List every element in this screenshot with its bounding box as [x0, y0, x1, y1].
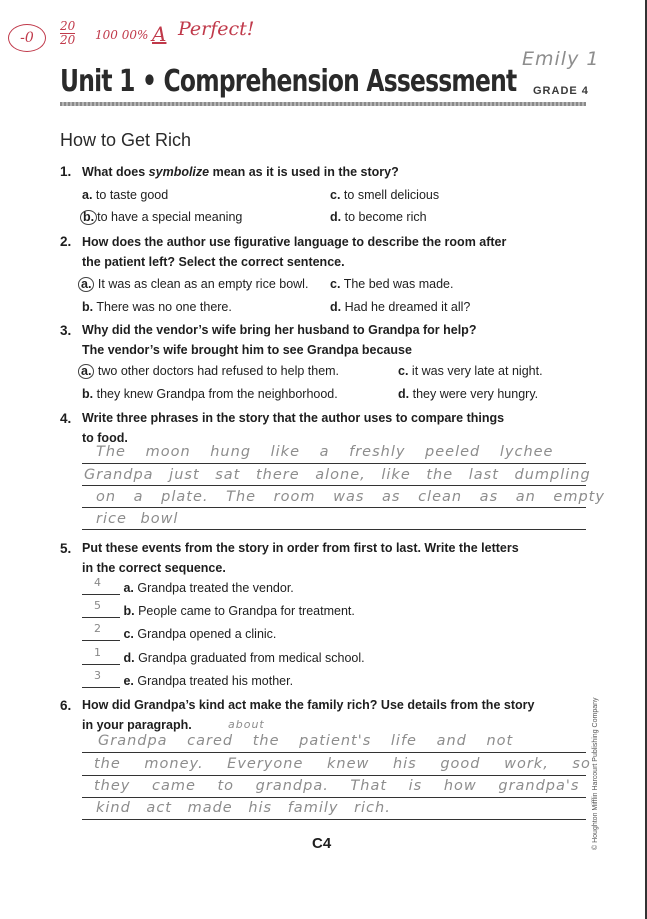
q4-answer-line [82, 463, 586, 464]
q5-answer: 5 [94, 599, 101, 612]
q5-event-d: 1 d. Grandpa graduated from medical school. [82, 650, 365, 665]
q1-text-a: What does [82, 165, 149, 179]
q6-answer-text: kind act made his family rich. [96, 800, 391, 816]
page-title: Unit 1 • Comprehension Assessment [60, 64, 517, 99]
page-number: C4 [312, 835, 332, 852]
q1-keyword: symbolize [148, 165, 210, 179]
score-comment: Perfect! [178, 18, 255, 40]
q5-answer: 1 [94, 646, 101, 659]
q4-answer-line [82, 529, 586, 530]
q5-text: Put these events from the story in order from first to last. Write the letters in the correct sequence. [82, 541, 519, 575]
q6-answer-text: they came to grandpa. That is how grandpa's [94, 778, 580, 794]
q5-event-e: 3 e. Grandpa treated his mother. [82, 673, 293, 688]
q4-answer-line [82, 485, 586, 486]
grade-label: GRADE 4 [533, 85, 589, 97]
q5-answer: 4 [94, 576, 101, 589]
q5-answer: 3 [94, 669, 101, 682]
q6-answer-line [82, 752, 586, 753]
q2-option-b: b. There was no one there. [82, 300, 232, 314]
q5-event-a: 4 a. Grandpa treated the vendor. [82, 580, 294, 595]
q3-number: 3. [60, 323, 72, 338]
story-title: How to Get Rich [60, 130, 192, 150]
q1-number: 1. [60, 164, 72, 179]
copyright-notice: © Houghton Mifflin Harcourt Publishing Company [592, 697, 599, 850]
score-percent: 100 00% [95, 28, 149, 42]
score-denominator: 20 [60, 33, 76, 47]
q1-option-c: c. to smell delicious [330, 188, 440, 202]
q3-option-b: b. they knew Grandpa from the neighborhood. [82, 387, 338, 401]
student-name: Emily 1 [522, 48, 600, 70]
q1-option-d: d. to become rich [330, 210, 427, 224]
q2-text: How does the author use figurative language to describe the room after the patient left? Select the correct sentence. [82, 235, 507, 269]
score-numerator: 20 [60, 19, 76, 33]
q1-option-a: a. to taste good [82, 188, 169, 202]
q1-circled-answer: b. [80, 210, 97, 225]
q6-answer-line [82, 797, 586, 798]
q6-inserted-word: about [228, 718, 265, 731]
q3-option-a: a. two other doctors had refused to help them. [78, 364, 339, 379]
q3-option-d: d. they were very hungry. [398, 387, 539, 401]
deduction-circle [8, 24, 46, 52]
q6-answer-line [82, 775, 586, 776]
q4-answer-text: on a plate. The room was as clean as an empty [96, 489, 605, 505]
q4-number: 4. [60, 411, 72, 426]
q2-circled-answer: a. [78, 277, 94, 292]
q6-answer-text: Grandpa cared the patient's life and not [98, 733, 514, 749]
deduction-mark: -0 [20, 30, 34, 46]
q1-option-b: b. to have a special meaning [80, 210, 242, 225]
q3-circled-answer: a. [78, 364, 94, 379]
q1-text [82, 162, 399, 182]
q6-answer-line [82, 819, 586, 820]
q5-event-b: 5 b. People came to Grandpa for treatment. [82, 603, 355, 618]
q4-answer-text: rice bowl [96, 511, 179, 527]
header-rule [60, 102, 586, 106]
q1-text-b: mean as it is used in the story? [209, 165, 399, 179]
q5-answer: 2 [94, 622, 101, 635]
q4-answer-text: The moon hung like a freshly peeled lychee [96, 444, 554, 460]
q6-answer-text: the money. Everyone knew his good work, so [94, 756, 591, 772]
score-letter: A [152, 22, 167, 46]
q2-option-c: c. The bed was made. [330, 277, 454, 291]
q3-option-c: c. it was very late at night. [398, 364, 543, 378]
q2-number: 2. [60, 234, 72, 249]
q6-text: How did Grandpa’s kind act make the family rich? Use details from the story in your paragraph. [82, 698, 535, 732]
q5-event-c: 2 c. Grandpa opened a clinic. [82, 626, 276, 641]
q3-text: Why did the vendor’s wife bring her husband to Grandpa for help? The vendor’s wife brought him to see Grandpa because [82, 323, 477, 357]
q5-number: 5. [60, 541, 72, 556]
q4-answer-line [82, 507, 586, 508]
q2-option-d: d. Had he dreamed it all? [330, 300, 471, 314]
q4-answer-text: Grandpa just sat there alone, like the last dumpling [84, 467, 591, 483]
score-fraction [60, 20, 75, 47]
q6-number: 6. [60, 698, 72, 713]
q2-option-a: a. It was as clean as an empty rice bowl. [78, 277, 308, 292]
q4-text: Write three phrases in the story that the author uses to compare things to food. [82, 411, 505, 445]
